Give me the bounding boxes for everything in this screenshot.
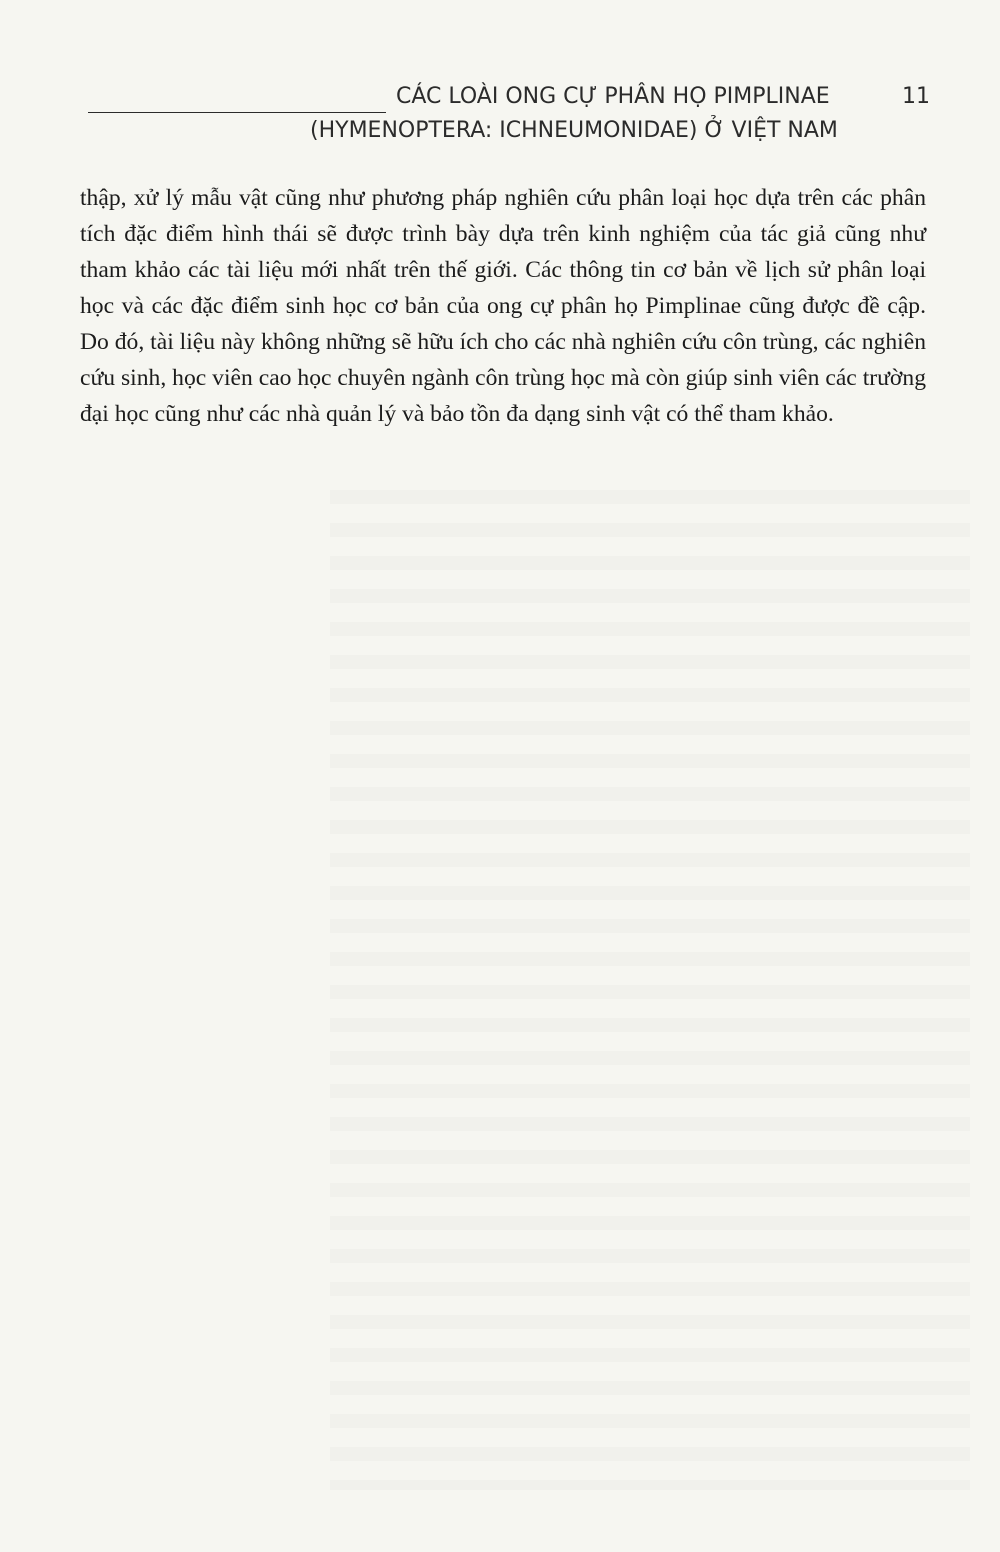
reverse-side-bleed-through xyxy=(330,490,970,1490)
header-rule xyxy=(88,112,386,113)
running-head-title-line1: CÁC LOÀI ONG CỰ PHÂN HỌ PIMPLINAE xyxy=(396,84,830,109)
body-paragraph: thập, xử lý mẫu vật cũng như phương pháp nghiên cứu phân loại học dựa trên các phân tích đặc điểm hình thái sẽ được trình bày dựa trên kinh nghiệm của tác giả cũng như tham khảo các tài liệu mới nhất trên thế giới. Các thông tin cơ bản về lịch sử phân loại học và các đặc điểm sinh học cơ bản của ong cự phân họ Pimplinae cũng được đề cập. Do đó, tài liệu này không những sẽ hữu ích cho các nhà nghiên cứu côn trùng, các nghiên cứu sinh, học viên cao học chuyên ngành côn trùng học mà còn giúp sinh viên các trường đại học cũng như các nhà quản lý và bảo tồn đa dạng sinh vật có thể tham khảo. xyxy=(80,185,926,427)
running-head-title-line2: (HYMENOPTERA: ICHNEUMONIDAE) Ở VIỆT NAM xyxy=(310,118,838,143)
running-head-line1 xyxy=(88,80,930,120)
page-number: 11 xyxy=(902,84,930,109)
running-head xyxy=(88,80,930,143)
